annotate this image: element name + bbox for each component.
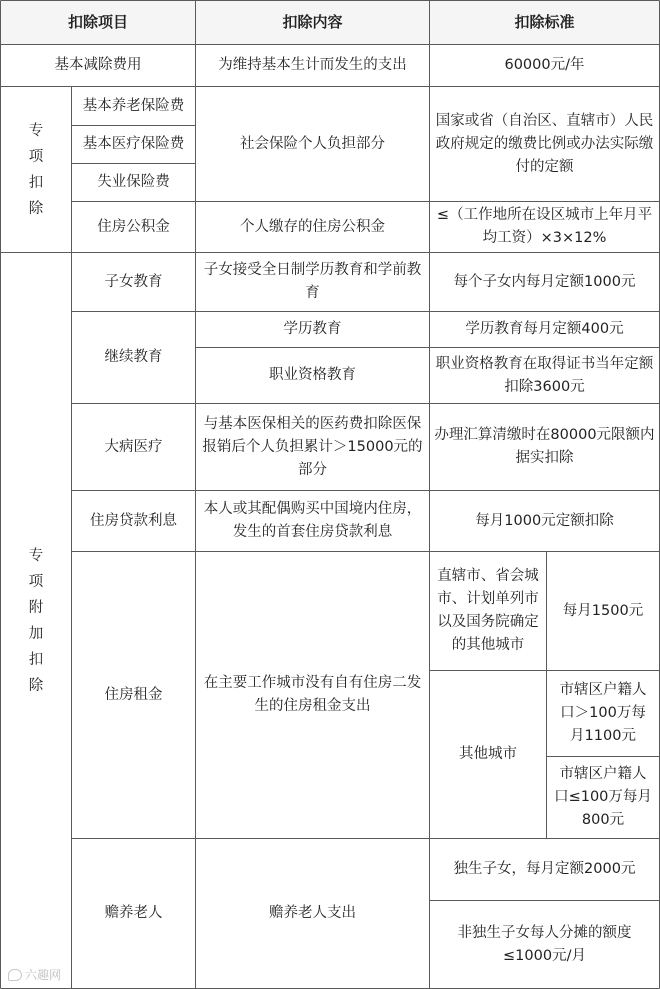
chat-bubble-icon (8, 969, 22, 981)
unemployment-item: 失业保险费 (97, 174, 170, 190)
header-item: 扣除项目 (1, 1, 195, 44)
rent-city-a-standard: 每月1500元 (562, 602, 644, 619)
rent-city-a: 直辖市、省会城市、计划单列市以及国务院确定的其他城市 (437, 568, 539, 653)
housing-fund-content: 个人缴存的住房公积金 (240, 218, 385, 235)
rent-city-b: 其他城市 (459, 746, 517, 762)
pension-item: 基本养老保险费 (82, 97, 185, 114)
insurance-standard: 国家或省（自治区、直辖市）人民政府规定的缴费比例或办法实际缴付的定额 (435, 112, 654, 175)
watermark-text: 六趣网 (25, 968, 62, 982)
continuing-item: 继续教育 (104, 349, 163, 365)
illness-content: 与基本医保相关的医药费扣除医保报销后个人负担累计＞15000元的部分 (202, 415, 423, 478)
elderly-only-child: 独生子女，每月定额2000元 (453, 861, 636, 877)
illness-standard: 办理汇算清缴时在80000元限额内据实扣除 (434, 427, 655, 466)
degree-standard: 学历教育每月定额400元 (465, 321, 624, 337)
medical-item: 基本医疗保险费 (82, 136, 185, 152)
watermark (8, 966, 61, 983)
vocational-content: 职业资格教育 (269, 367, 356, 383)
header-content: 扣除内容 (196, 1, 429, 44)
elderly-non-only-child: 非独生子女每人分摊的额度≤1000元/月 (457, 924, 632, 964)
children-content: 子女接受全日制学历教育和学前教育 (203, 262, 422, 301)
children-standard: 每个子女内每月定额1000元 (453, 273, 636, 290)
degree-content: 学历教育 (283, 321, 342, 337)
basic-content: 为维持基本生计而发生的支出 (218, 57, 407, 73)
elderly-item: 赡养老人 (104, 905, 163, 921)
special-category: 专项扣除 (28, 122, 44, 217)
housing-fund-item: 住房公积金 (97, 218, 170, 235)
rent-item: 住房租金 (104, 686, 163, 703)
rent-city-b-large: 市辖区户籍人口＞100万每月1100元 (559, 682, 647, 744)
insurance-content: 社会保险个人负担部分 (240, 135, 385, 152)
rent-city-b-small: 市辖区户籍人口≤100万每月800元 (554, 766, 652, 828)
loan-standard: 每月1000元定额扣除 (475, 512, 614, 529)
illness-item: 大病医疗 (104, 438, 163, 455)
rent-content: 在主要工作城市没有自有住房二发生的住房租金支出 (203, 675, 422, 714)
basic-item: 基本减除费用 (54, 57, 142, 73)
header-standard: 扣除标准 (430, 1, 659, 44)
additional-category: 专项附加扣除 (28, 548, 44, 694)
vocational-standard: 职业资格教育在取得证书当年定额扣除3600元 (435, 355, 654, 395)
basic-standard: 60000元/年 (504, 57, 585, 73)
loan-item: 住房贷款利息 (90, 512, 177, 529)
housing-fund-standard: ≤（工作地所在设区城市上年月平均工资）×3×12% (436, 207, 653, 246)
children-item: 子女教育 (104, 273, 163, 290)
loan-content: 本人或其配偶购买中国境内住房，发生的首套住房贷款利息 (203, 501, 422, 540)
elderly-content: 赡养老人支出 (269, 905, 356, 921)
